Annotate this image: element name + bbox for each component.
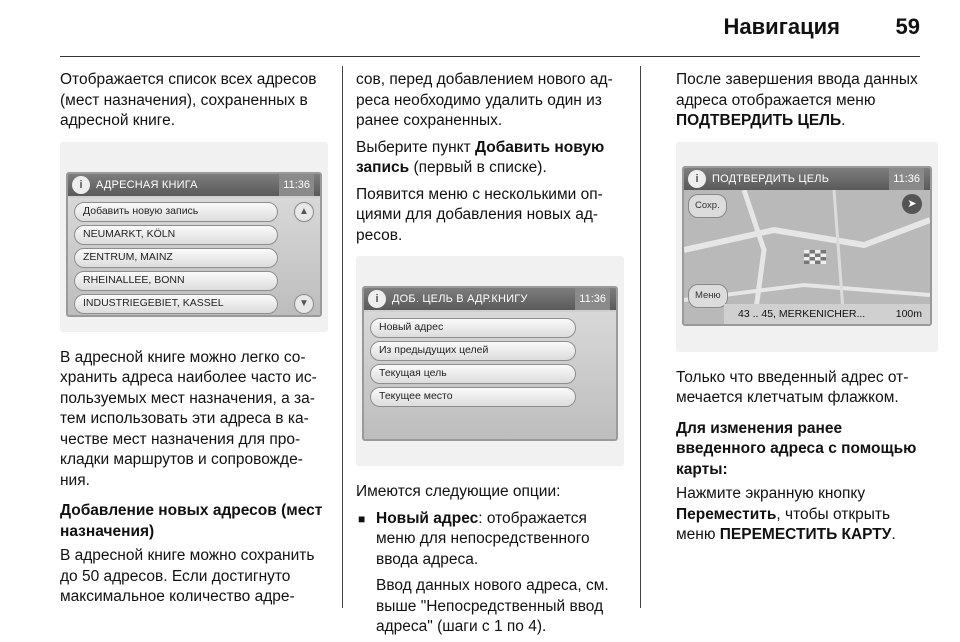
- text: : отображается меню для непосредственного ввода адреса.: [376, 509, 590, 568]
- column-divider-1: [342, 66, 343, 608]
- text: После завершения ввода данных адреса отображается меню: [676, 71, 918, 109]
- header-divider: [60, 56, 920, 57]
- paragraph: Только что введенный адрес от-мечается клетчатым флажком.: [676, 368, 909, 406]
- clock: 11:36: [575, 288, 610, 310]
- screen-title-bar: [364, 288, 616, 310]
- chevron-up-icon[interactable]: ▲: [294, 202, 314, 222]
- screen-title-bar: [68, 174, 320, 196]
- screen-title: ПОДТВЕРДИТЬ ЦЕЛЬ: [712, 172, 830, 185]
- confirm-destination-screen: [676, 142, 938, 352]
- distance-text: 100m: [895, 307, 922, 320]
- column-3: [676, 70, 926, 552]
- paragraph: сов, перед добавлением нового ад-реса необходимо удалить один из ранее сохраненных.: [356, 71, 613, 129]
- text: .: [891, 526, 896, 543]
- text: Нажмите экранную кнопку: [676, 485, 866, 502]
- paragraph: Отображается список всех адресов (мест назначения), сохраненных в адресной книге.: [60, 71, 317, 129]
- column-divider-2: [640, 66, 641, 608]
- menu-item-ref: Добавить новую запись: [356, 138, 605, 176]
- address-bar: [724, 304, 930, 324]
- paragraph: В адресной книге можно легко со-хранить адреса наиболее часто ис-пользуемых мест назначения, а за-тем использовать эти адреса в ка-честве мест назначения для про-кладки маршрутов и сопровожде-ния.: [60, 348, 317, 489]
- section-heading: Добавление новых адресов (мест назначения): [60, 502, 323, 540]
- list-item[interactable]: Текущая цель: [370, 364, 576, 384]
- page-number: 59: [895, 14, 920, 39]
- paragraph: Появится меню с несколькими оп-циями для добавления новых ад-ресов.: [356, 185, 603, 244]
- map-view[interactable]: [684, 190, 930, 324]
- paragraph: [356, 138, 628, 179]
- text: Выберите пункт: [356, 138, 475, 156]
- paragraph: [676, 70, 926, 132]
- list-item[interactable]: Добавить новую запись: [74, 202, 278, 222]
- brand-logo-icon: i: [688, 170, 706, 188]
- paragraph: В адресной книге можно сохранить до 50 адресов. Если достигнуто максимальное количество адре-: [60, 547, 315, 605]
- screen-title: ДОБ. ЦЕЛЬ В АДР.КНИГУ: [392, 293, 528, 305]
- chevron-down-icon[interactable]: ▼: [294, 294, 314, 314]
- screen-title-bar: [684, 168, 930, 190]
- paragraph: [676, 484, 926, 546]
- text: (первый в списке).: [409, 159, 547, 176]
- list-item[interactable]: NEUMARKT, KÖLN: [74, 225, 278, 245]
- add-destination-screen: [356, 256, 624, 466]
- compass-icon[interactable]: ➤: [902, 194, 922, 214]
- page-title: Навигация: [723, 14, 840, 39]
- list-item[interactable]: Текущее место: [370, 387, 576, 407]
- button-ref: Переместить: [676, 505, 777, 523]
- address-text: 43 .. 45, MERKENICHER...: [738, 307, 866, 320]
- option-name: Новый адрес: [376, 509, 479, 527]
- brand-logo-icon: i: [368, 290, 386, 308]
- paragraph: Имеются следующие опции:: [356, 483, 561, 500]
- column-1: [60, 70, 330, 614]
- address-book-screen: [60, 142, 328, 332]
- paragraph: Ввод данных нового адреса, см. выше "Непосредственный ввод адреса" (шаги с 1 по 4).: [376, 577, 609, 635]
- bullet-item: [356, 509, 628, 571]
- clock: 11:36: [889, 168, 924, 190]
- text: , чтобы открыть меню: [676, 505, 891, 543]
- clock: 11:36: [279, 174, 314, 196]
- list-item[interactable]: ZENTRUM, MAINZ: [74, 248, 278, 268]
- list-item[interactable]: Новый адрес: [370, 318, 576, 338]
- list-item[interactable]: RHEINALLEE, BONN: [74, 271, 278, 291]
- section-heading: Для изменения ранее введенного адреса с помощью карты:: [676, 419, 917, 478]
- screen-title: АДРЕСНАЯ КНИГА: [96, 178, 198, 191]
- brand-logo-icon: i: [72, 176, 90, 194]
- save-button[interactable]: Сохр.: [688, 194, 727, 219]
- text: .: [841, 112, 846, 129]
- column-2: [356, 70, 628, 642]
- menu-button[interactable]: Меню: [688, 284, 728, 309]
- list-item[interactable]: INDUSTRIEGEBIET, KASSEL: [74, 294, 278, 314]
- menu-ref: ПОДТВЕРДИТЬ ЦЕЛЬ: [676, 112, 842, 129]
- list-item[interactable]: Из предыдущих целей: [370, 341, 576, 361]
- page-header: [0, 0, 960, 58]
- menu-ref: ПЕРЕМЕСТИТЬ КАРТУ: [719, 526, 892, 543]
